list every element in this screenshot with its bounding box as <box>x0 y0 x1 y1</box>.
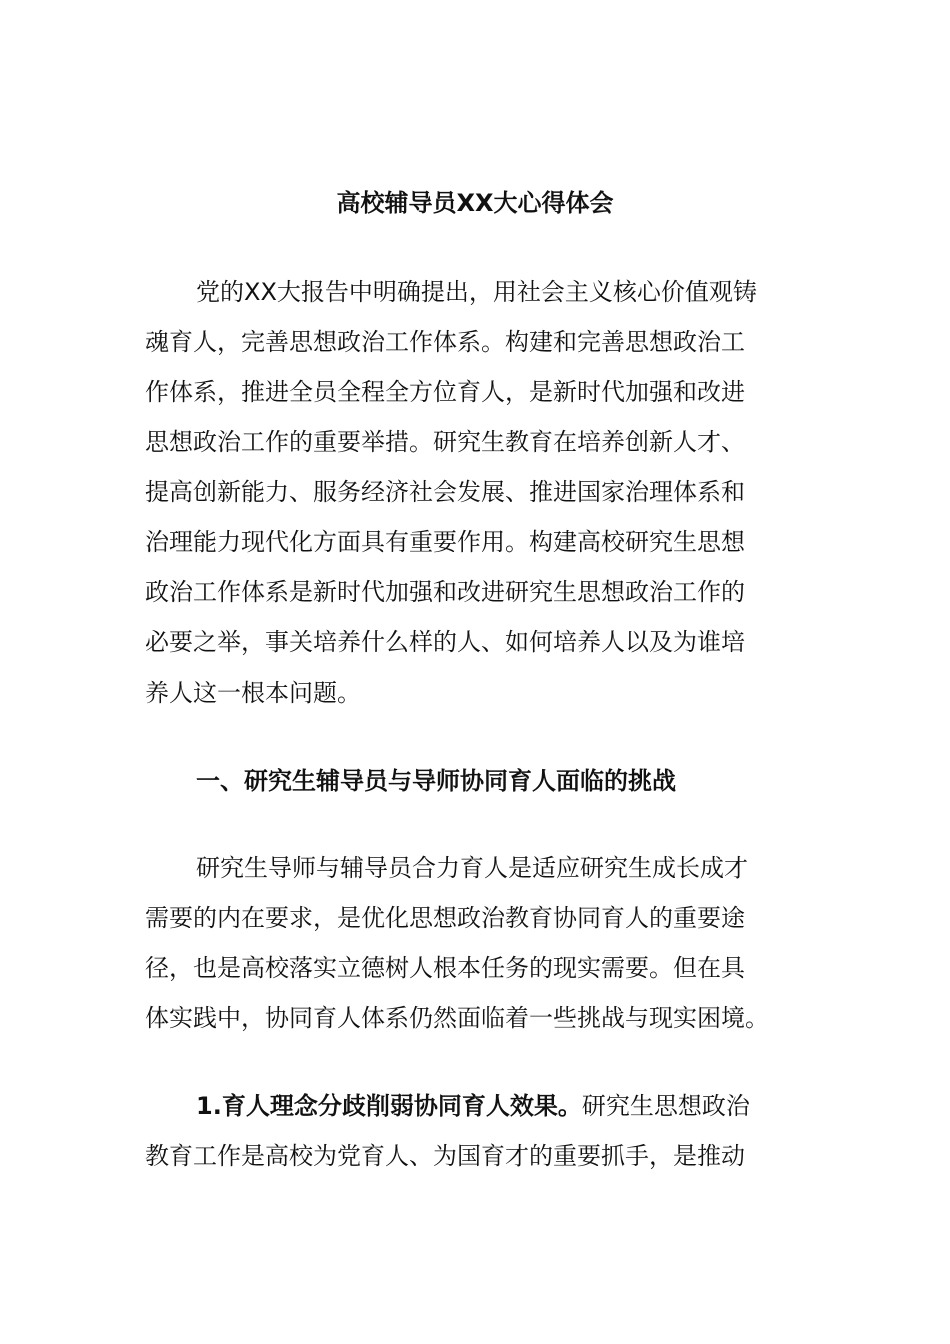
paragraph-line: 径，也是高校落实立德树人根本任务的现实需要。但在具 <box>145 954 745 982</box>
paragraph-line: 政治工作体系是新时代加强和改进研究生思想政治工作的 <box>145 578 745 606</box>
section-heading: 一、研究生辅导员与导师协同育人面临的挑战 <box>196 767 676 795</box>
paragraph-line: 体实践中，协同育人体系仍然面临着一些挑战与现实困境。 <box>145 1004 769 1032</box>
paragraph-line: 治理能力现代化方面具有重要作用。构建高校研究生思想 <box>145 528 745 556</box>
document-title: 高校辅导员XX大心得体会 <box>336 189 614 217</box>
paragraph-line: 思想政治工作的重要举措。研究生教育在培养创新人才、 <box>145 428 745 456</box>
paragraph-line: 养人这一根本问题。 <box>145 679 361 707</box>
point-heading: 1.育人理念分歧削弱协同育人效果。 <box>196 1092 582 1120</box>
paragraph-line: 提高创新能力、服务经济社会发展、推进国家治理体系和 <box>145 478 745 506</box>
paragraph-line: 需要的内在要求，是优化思想政治教育协同育人的重要途 <box>145 904 745 932</box>
paragraph-line: 研究生导师与辅导员合力育人是适应研究生成长成才 <box>196 854 748 882</box>
point-line <box>196 1086 750 1126</box>
paragraph-line: 魂育人，完善思想政治工作体系。构建和完善思想政治工 <box>145 328 745 356</box>
paragraph-line: 必要之举，事关培养什么样的人、如何培养人以及为谁培 <box>145 628 745 656</box>
point-text: 研究生思想政治 <box>581 1092 750 1120</box>
paragraph-line: 作体系，推进全员全程全方位育人，是新时代加强和改进 <box>145 378 745 406</box>
paragraph-line: 党的XX大报告中明确提出，用社会主义核心价值观铸 <box>196 278 757 306</box>
paragraph-line: 教育工作是高校为党育人、为国育才的重要抓手，是推动 <box>145 1142 745 1170</box>
